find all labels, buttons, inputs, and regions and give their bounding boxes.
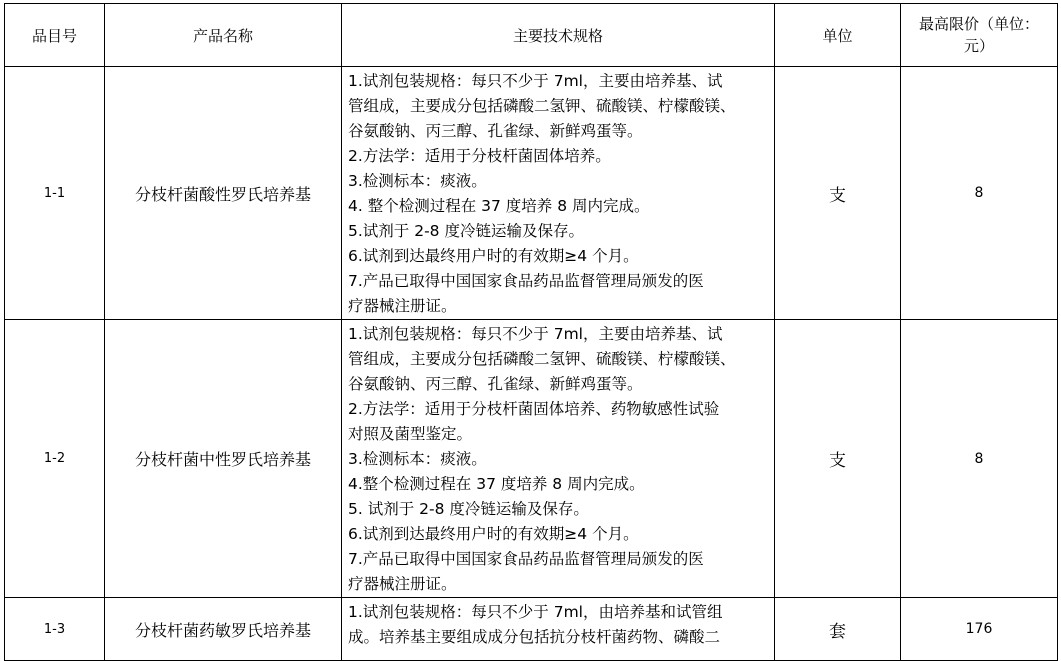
header-max-price-line1: 最高限价（单位：: [918, 15, 1039, 33]
spec-cell: [342, 67, 775, 320]
spec-cell: [342, 320, 775, 598]
header-max-price-line2: 元）: [963, 37, 994, 55]
spec-line: 疗器械注册证。: [348, 575, 457, 593]
spec-line: 对照及菌型鉴定。: [348, 425, 473, 443]
spec-table: [4, 3, 1058, 661]
spec-line: 7.产品已取得中国国家食品药品监督管理局颁发的医: [348, 550, 704, 568]
header-product-name: 产品名称: [105, 4, 342, 67]
product-name: 分枝杆菌酸性罗氏培养基: [105, 67, 342, 320]
header-max-price: [901, 4, 1058, 67]
header-row: [5, 4, 1058, 67]
item-number: 1-1: [5, 67, 105, 320]
price-cell: 8: [901, 67, 1058, 320]
spec-line: 1.试剂包装规格：每只不少于 7ml，主要由培养基、试: [348, 72, 723, 90]
header-unit: 单位: [775, 4, 901, 67]
unit-cell: 支: [775, 67, 901, 320]
spec-line: 1.试剂包装规格：每只不少于 7ml，主要由培养基、试: [348, 325, 723, 343]
spec-line: 6.试剂到达最终用户时的有效期≥4 个月。: [348, 525, 639, 543]
unit-cell: 支: [775, 320, 901, 598]
table-row: [5, 598, 1058, 661]
unit-cell: 套: [775, 598, 901, 661]
spec-line: 4.整个检测过程在 37 度培养 8 周内完成。: [348, 475, 645, 493]
spec-line: 3.检测标本：痰液。: [348, 172, 487, 190]
spec-line: 3.检测标本：痰液。: [348, 450, 487, 468]
spec-line: 5.试剂于 2-8 度冷链运输及保存。: [348, 222, 584, 240]
product-name: 分枝杆菌药敏罗氏培养基: [105, 598, 342, 661]
spec-line: 1.试剂包装规格：每只不少于 7ml，由培养基和试管组: [348, 603, 723, 621]
header-item-number: 品目号: [5, 4, 105, 67]
spec-line: 谷氨酸钠、丙三醇、孔雀绿、新鲜鸡蛋等。: [348, 375, 643, 393]
spec-line: 4. 整个检测过程在 37 度培养 8 周内完成。: [348, 197, 650, 215]
item-number: 1-2: [5, 320, 105, 598]
item-number: 1-3: [5, 598, 105, 661]
spec-line: 6.试剂到达最终用户时的有效期≥4 个月。: [348, 247, 639, 265]
spec-line: 2.方法学：适用于分枝杆菌固体培养。: [348, 147, 611, 165]
spec-line: 管组成，主要成分包括磷酸二氢钾、硫酸镁、柠檬酸镁、: [348, 97, 736, 115]
price-cell: 176: [901, 598, 1058, 661]
spec-line: 疗器械注册证。: [348, 297, 457, 315]
spec-line: 7.产品已取得中国国家食品药品监督管理局颁发的医: [348, 272, 704, 290]
spec-line: 2.方法学：适用于分枝杆菌固体培养、药物敏感性试验: [348, 400, 720, 418]
header-main-spec: 主要技术规格: [342, 4, 775, 67]
spec-cell: [342, 598, 775, 661]
table-row: [5, 67, 1058, 320]
spec-line: 管组成，主要成分包括磷酸二氢钾、硫酸镁、柠檬酸镁、: [348, 350, 736, 368]
spec-line: 谷氨酸钠、丙三醇、孔雀绿、新鲜鸡蛋等。: [348, 122, 643, 140]
product-name: 分枝杆菌中性罗氏培养基: [105, 320, 342, 598]
price-cell: 8: [901, 320, 1058, 598]
spec-line: 5. 试剂于 2-8 度冷链运输及保存。: [348, 500, 589, 518]
table-row: [5, 320, 1058, 598]
spec-line: 成。培养基主要组成成分包括抗分枝杆菌药物、磷酸二: [348, 628, 721, 646]
